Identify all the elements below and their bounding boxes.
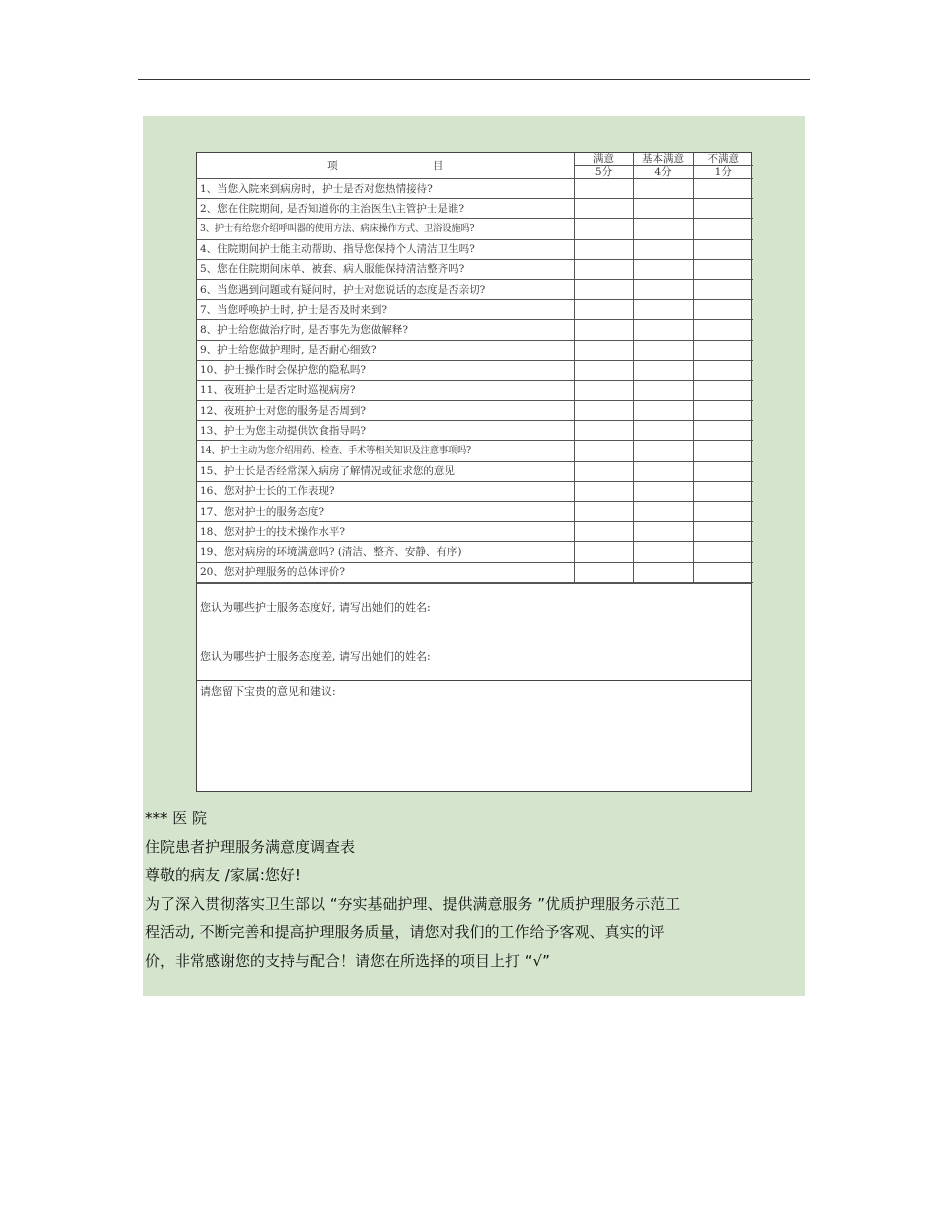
question-row	[197, 421, 753, 441]
question-text: 12、夜班护士对您的服务是否周到?	[197, 401, 574, 421]
rating-cell-satisfied[interactable]	[574, 542, 633, 562]
question-text: 17、您对护士的服务态度?	[197, 502, 574, 522]
hospital-name: *** 医 院	[145, 809, 208, 827]
rating-cell-unsatisfied[interactable]	[693, 360, 753, 380]
rating-cell-satisfied[interactable]	[574, 219, 633, 239]
rating-cell-unsatisfied[interactable]	[693, 300, 753, 320]
question-row	[197, 522, 753, 542]
rating-cell-satisfied[interactable]	[574, 320, 633, 340]
bad-attitude-prompt: 您认为哪些护士服务态度差, 请写出她们的姓名:	[200, 649, 431, 663]
rating-cell-basic[interactable]	[633, 461, 693, 481]
question-list	[197, 179, 753, 583]
question-row	[197, 340, 753, 360]
question-row	[197, 562, 753, 582]
rating-cell-satisfied[interactable]	[574, 421, 633, 441]
question-text: 6、当您遇到问题或有疑问时，护士对您说话的态度是否亲切?	[197, 279, 574, 299]
rating-cell-satisfied[interactable]	[574, 239, 633, 259]
score-header-4: 4分	[633, 166, 693, 179]
header-rule	[138, 79, 810, 80]
rating-cell-basic[interactable]	[633, 259, 693, 279]
rating-cell-unsatisfied[interactable]	[693, 179, 753, 199]
rating-cell-basic[interactable]	[633, 380, 693, 400]
rating-cell-satisfied[interactable]	[574, 199, 633, 219]
question-row	[197, 461, 753, 481]
question-text: 8、护士给您做治疗时, 是否事先为您做解释?	[197, 320, 574, 340]
question-text: 13、护士为您主动提供饮食指导吗?	[197, 421, 574, 441]
rating-cell-unsatisfied[interactable]	[693, 502, 753, 522]
question-text: 1、当您入院来到病房时，护士是否对您热情接待?	[197, 179, 574, 199]
rating-cell-satisfied[interactable]	[574, 179, 633, 199]
rating-cell-basic[interactable]	[633, 502, 693, 522]
rating-cell-unsatisfied[interactable]	[693, 279, 753, 299]
question-text: 18、您对护士的技术操作水平?	[197, 522, 574, 542]
question-row	[197, 179, 753, 199]
rating-cell-basic[interactable]	[633, 239, 693, 259]
rating-cell-basic[interactable]	[633, 421, 693, 441]
rating-cell-satisfied[interactable]	[574, 522, 633, 542]
question-text: 4、住院期间护士能主动帮助、指导您保持个人清洁卫生吗?	[197, 239, 574, 259]
question-row	[197, 360, 753, 380]
question-text: 5、您在住院期间床单、被套、病人服能保持清洁整齐吗?	[197, 259, 574, 279]
rating-cell-satisfied[interactable]	[574, 259, 633, 279]
document-scan	[143, 116, 805, 996]
survey-form	[196, 152, 752, 792]
rating-cell-unsatisfied[interactable]	[693, 239, 753, 259]
question-text: 7、当您呼唤护士时, 护士是否及时来到?	[197, 300, 574, 320]
rating-cell-unsatisfied[interactable]	[693, 401, 753, 421]
rating-cell-basic[interactable]	[633, 360, 693, 380]
survey-table	[197, 153, 753, 583]
question-text: 11、夜班护士是否定时巡视病房?	[197, 380, 574, 400]
rating-cell-basic[interactable]	[633, 219, 693, 239]
question-row	[197, 380, 753, 400]
rating-cell-unsatisfied[interactable]	[693, 461, 753, 481]
question-row	[197, 320, 753, 340]
survey-title: 住院患者护理服务满意度调查表	[145, 837, 356, 856]
rating-cell-satisfied[interactable]	[574, 360, 633, 380]
intro-line-3: 价，非常感谢您的支持与配合！请您在所选择的项目上打 “√”	[145, 951, 550, 970]
item-column-header: 项 目	[197, 153, 574, 179]
good-attitude-prompt: 您认为哪些护士服务态度好, 请写出她们的姓名:	[200, 600, 431, 614]
question-row	[197, 401, 753, 421]
rating-header-satisfied: 满意	[574, 153, 633, 166]
rating-header-basic: 基本满意	[633, 153, 693, 166]
question-text: 20、您对护理服务的总体评价?	[197, 562, 574, 582]
question-text: 3、护士有给您介绍呼叫器的使用方法、病床操作方式、卫浴设施吗?	[197, 219, 574, 239]
rating-cell-basic[interactable]	[633, 300, 693, 320]
rating-cell-unsatisfied[interactable]	[693, 542, 753, 562]
question-text: 19、您对病房的环境满意吗? (清洁、整齐、安静、有序)	[197, 542, 574, 562]
rating-cell-satisfied[interactable]	[574, 502, 633, 522]
intro-line-1: 为了深入贯彻落实卫生部以 “夯实基础护理、提供满意服务 ”优质护理服务示范工	[145, 894, 681, 913]
rating-cell-basic[interactable]	[633, 542, 693, 562]
score-header-5: 5分	[574, 166, 633, 179]
rating-cell-satisfied[interactable]	[574, 481, 633, 501]
rating-cell-satisfied[interactable]	[574, 461, 633, 481]
advice-prompt: 请您留下宝贵的意见和建议:	[200, 684, 336, 698]
rating-cell-unsatisfied[interactable]	[693, 320, 753, 340]
rating-cell-unsatisfied[interactable]	[693, 340, 753, 360]
question-text: 16、您对护士长的工作表现?	[197, 481, 574, 501]
question-row	[197, 441, 753, 461]
rating-cell-unsatisfied[interactable]	[693, 441, 753, 461]
rating-cell-unsatisfied[interactable]	[693, 522, 753, 542]
question-row	[197, 219, 753, 239]
rating-cell-basic[interactable]	[633, 320, 693, 340]
rating-cell-basic[interactable]	[633, 481, 693, 501]
rating-cell-satisfied[interactable]	[574, 340, 633, 360]
question-text: 9、护士给您做护理时, 是否耐心细致?	[197, 340, 574, 360]
question-row	[197, 481, 753, 501]
rating-cell-satisfied[interactable]	[574, 300, 633, 320]
rating-header-unsatisfied: 不满意	[693, 153, 753, 166]
rating-cell-basic[interactable]	[633, 199, 693, 219]
rating-cell-basic[interactable]	[633, 522, 693, 542]
nurse-names-section	[197, 583, 751, 680]
rating-cell-satisfied[interactable]	[574, 401, 633, 421]
rating-cell-unsatisfied[interactable]	[693, 219, 753, 239]
question-row	[197, 239, 753, 259]
question-text: 15、护士长是否经常深入病房了解情况或征求您的意见	[197, 461, 574, 481]
survey-intro	[145, 804, 795, 975]
rating-cell-unsatisfied[interactable]	[693, 562, 753, 582]
question-text: 10、护士操作时会保护您的隐私吗?	[197, 360, 574, 380]
question-row	[197, 199, 753, 219]
rating-cell-unsatisfied[interactable]	[693, 481, 753, 501]
rating-cell-unsatisfied[interactable]	[693, 380, 753, 400]
question-text: 2、您在住院期间, 是否知道你的主治医生\主管护士是谁?	[197, 199, 574, 219]
rating-cell-unsatisfied[interactable]	[693, 259, 753, 279]
rating-cell-satisfied[interactable]	[574, 562, 633, 582]
greeting: 尊敬的病友 /家属:您好!	[145, 866, 301, 884]
rating-cell-basic[interactable]	[633, 441, 693, 461]
intro-line-2: 程活动, 不断完善和提高护理服务质量，请您对我们的工作给予客观、真实的评	[145, 923, 665, 941]
rating-cell-unsatisfied[interactable]	[693, 421, 753, 441]
question-row	[197, 279, 753, 299]
rating-cell-basic[interactable]	[633, 562, 693, 582]
rating-cell-basic[interactable]	[633, 179, 693, 199]
question-row	[197, 300, 753, 320]
question-text: 14、护士主动为您介绍用药、检查、手术等相关知识及注意事项吗?	[197, 441, 574, 461]
question-row	[197, 542, 753, 562]
rating-cell-basic[interactable]	[633, 279, 693, 299]
score-header-1: 1分	[693, 166, 753, 179]
rating-cell-basic[interactable]	[633, 340, 693, 360]
question-row	[197, 259, 753, 279]
advice-section[interactable]	[197, 680, 751, 788]
rating-cell-basic[interactable]	[633, 401, 693, 421]
rating-cell-unsatisfied[interactable]	[693, 199, 753, 219]
rating-cell-satisfied[interactable]	[574, 441, 633, 461]
rating-cell-satisfied[interactable]	[574, 279, 633, 299]
rating-cell-satisfied[interactable]	[574, 380, 633, 400]
question-row	[197, 502, 753, 522]
